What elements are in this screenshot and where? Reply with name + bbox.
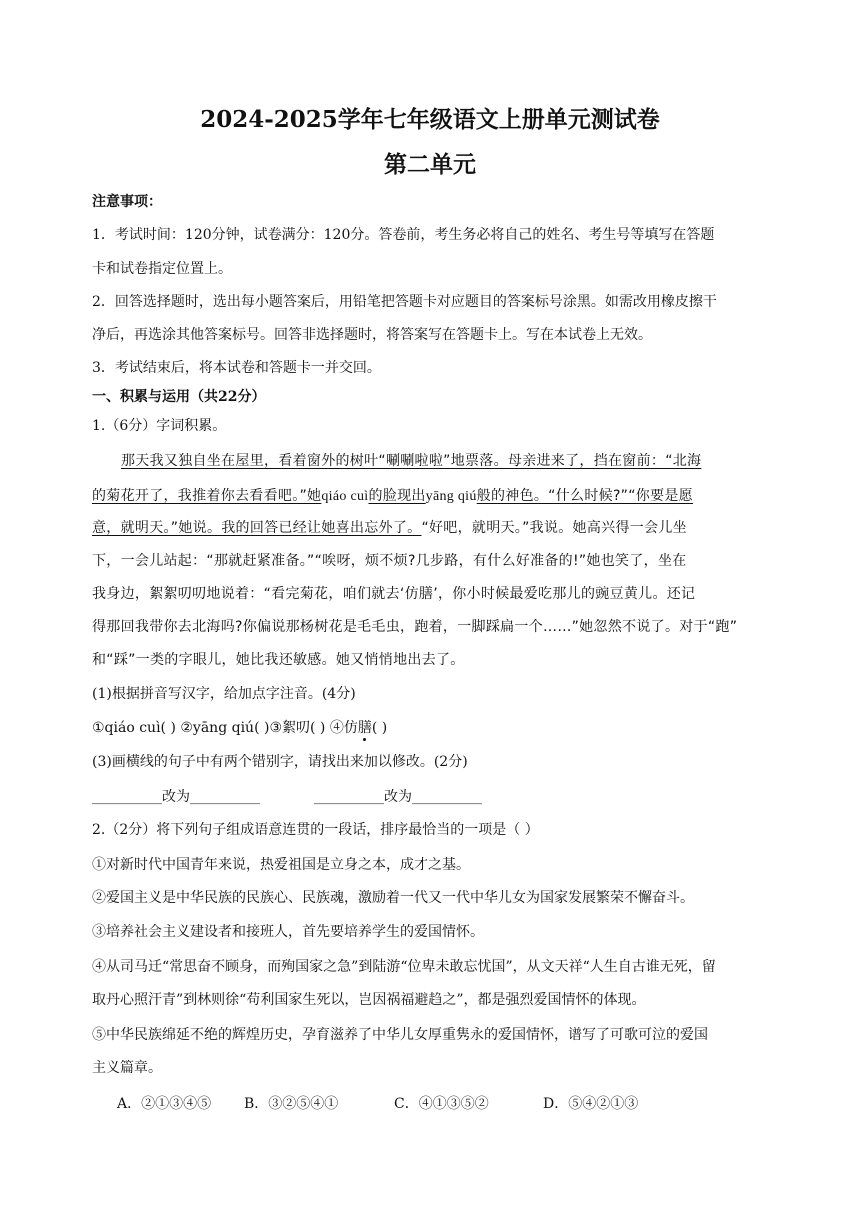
passage-line-2 (92, 486, 693, 507)
sentence-5-line-2: 主义篇章。 (92, 1060, 162, 1076)
passage-line-2-text-e: 般的神色。“什么时候?”“你要是愿 (476, 488, 693, 504)
subquestion-3: (3)画横线的句子中有两个错别字，请找出来加以修改。(2分) (92, 754, 468, 770)
notice-item-1-line-2: 卡和试卷指定位置上。 (92, 261, 232, 277)
exam-title: 2024-2025学年七年级语文上册单元测试卷 (200, 106, 660, 133)
question-2-stem: 2.（2分）将下列句子组成语意连贯的一段话，排序最恰当的一项是（ ） (92, 822, 539, 838)
question-1-stem: 1.（6分）字词积累。 (92, 418, 227, 434)
notice-item-2-line-2: 净后，再选涂其他答案标号。回答非选择题时，将答案写在答题卡上。写在本试卷上无效。 (92, 327, 652, 343)
notice-item-1-line-1: 1．考试时间：120分钟，试卷满分：120分。答卷前，考生务必将自己的姓名、考生号等填写在答题 (92, 227, 715, 243)
option-c: C．④①③⑤② (394, 1096, 489, 1112)
pinyin-blanks-tail: ( ) (371, 720, 388, 736)
sentence-2: ②爱国主义是中华民族的民族心、民族魂，激励着一代又一代中华儿女为国家发展繁荣不懈奋斗。 (92, 890, 694, 906)
correction-blank-2: __________改为__________ (314, 789, 482, 805)
option-b: B．③②⑤④① (244, 1096, 339, 1112)
passage-line-2-text-c: 的脸现出 (368, 488, 426, 504)
passage-line-3 (92, 518, 687, 538)
pinyin-blanks-text: ①qiáo cuì( ) ②yāng qiú( )③絮叨( ) ④仿 (92, 720, 358, 736)
correction-blank-1: __________改为__________ (92, 789, 260, 805)
passage-line-4: 下，一会儿站起：“那就赶紧准备。”“唉呀，烦不烦?几步路，有什么好准备的!”她也笑了，坐在 (92, 553, 687, 569)
sentence-3: ③培养社会主义建设者和接班人，首先要培养学生的爱国情怀。 (92, 924, 484, 940)
passage-line-3-rest: “好吧，就明天。”我说。她高兴得一会儿坐 (421, 520, 687, 536)
notice-heading: 注意事项： (92, 194, 162, 210)
section-1-heading: 一、积累与运用（共22分） (92, 389, 266, 405)
passage-line-5: 我身边，絮絮叨叨地说着：“看完菊花，咱们就去‘仿膳’，你小时候最爱吃那儿的豌豆黄儿。还记 (92, 586, 696, 602)
sentence-1: ①对新时代中国青年来说，热爱祖国是立身之本，成才之基。 (92, 857, 470, 873)
passage-line-2-text-a: 的菊花开了，我推着你去看看吧。”她 (92, 488, 322, 504)
passage-line-7: 和“踩”一类的字眼儿，她比我还敏感。她又悄悄地出去了。 (92, 652, 465, 668)
option-d: D．⑤④②①③ (543, 1096, 639, 1112)
passage-line-1: 那天我又独自坐在屋里，看着窗外的树叶“唰唰啦啦”地票落。母亲进来了，挡在窗前：“北海 (121, 453, 702, 469)
sentence-4-line-1: ④从司马迁“常思奋不顾身，而殉国家之急”到陆游“位卑未敢忘忧国”，从文天祥“人生自古谁无死，留 (92, 959, 716, 975)
pinyin-qiaocui: qiáo cuì (321, 489, 369, 504)
sentence-4-line-2: 取丹心照汗青”到林则徐“苟利国家生死以，岂因祸福避趋之”，都是强烈爱国情怀的体现。 (92, 992, 646, 1008)
unit-title: 第二单元 (384, 151, 476, 178)
passage-line-6: 得那回我带你去北海吗?你偏说那杨树花是毛毛虫，跑着，一脚踩扁一个……”她忽然不说了。对于“跑” (92, 619, 738, 635)
notice-item-3: 3．考试结束后，将本试卷和答题卡一并交回。 (92, 360, 381, 376)
sentence-5-line-1: ⑤中华民族绵延不绝的辉煌历史，孕育滋养了中华儿女厚重隽永的爱国情怀，谱写了可歌可泣的爱国 (92, 1027, 708, 1043)
dotted-char: 膳 (357, 720, 372, 736)
pinyin-blanks (92, 718, 387, 738)
passage-line-3-underlined: 意，就明天。”她说。我的回答已经让她喜出忘外了。 (92, 520, 422, 536)
subquestion-1: (1)根据拼音写汉字，给加点字注音。(4分) (92, 686, 356, 702)
pinyin-yangqiu: yāng qiú (425, 489, 477, 504)
option-a: A．②①③④⑤ (117, 1096, 212, 1112)
notice-item-2-line-1: 2．回答选择题时，选出每小题答案后，用铅笔把答题卡对应题目的答案标号涂黑。如需改用橡皮擦干 (92, 294, 717, 310)
